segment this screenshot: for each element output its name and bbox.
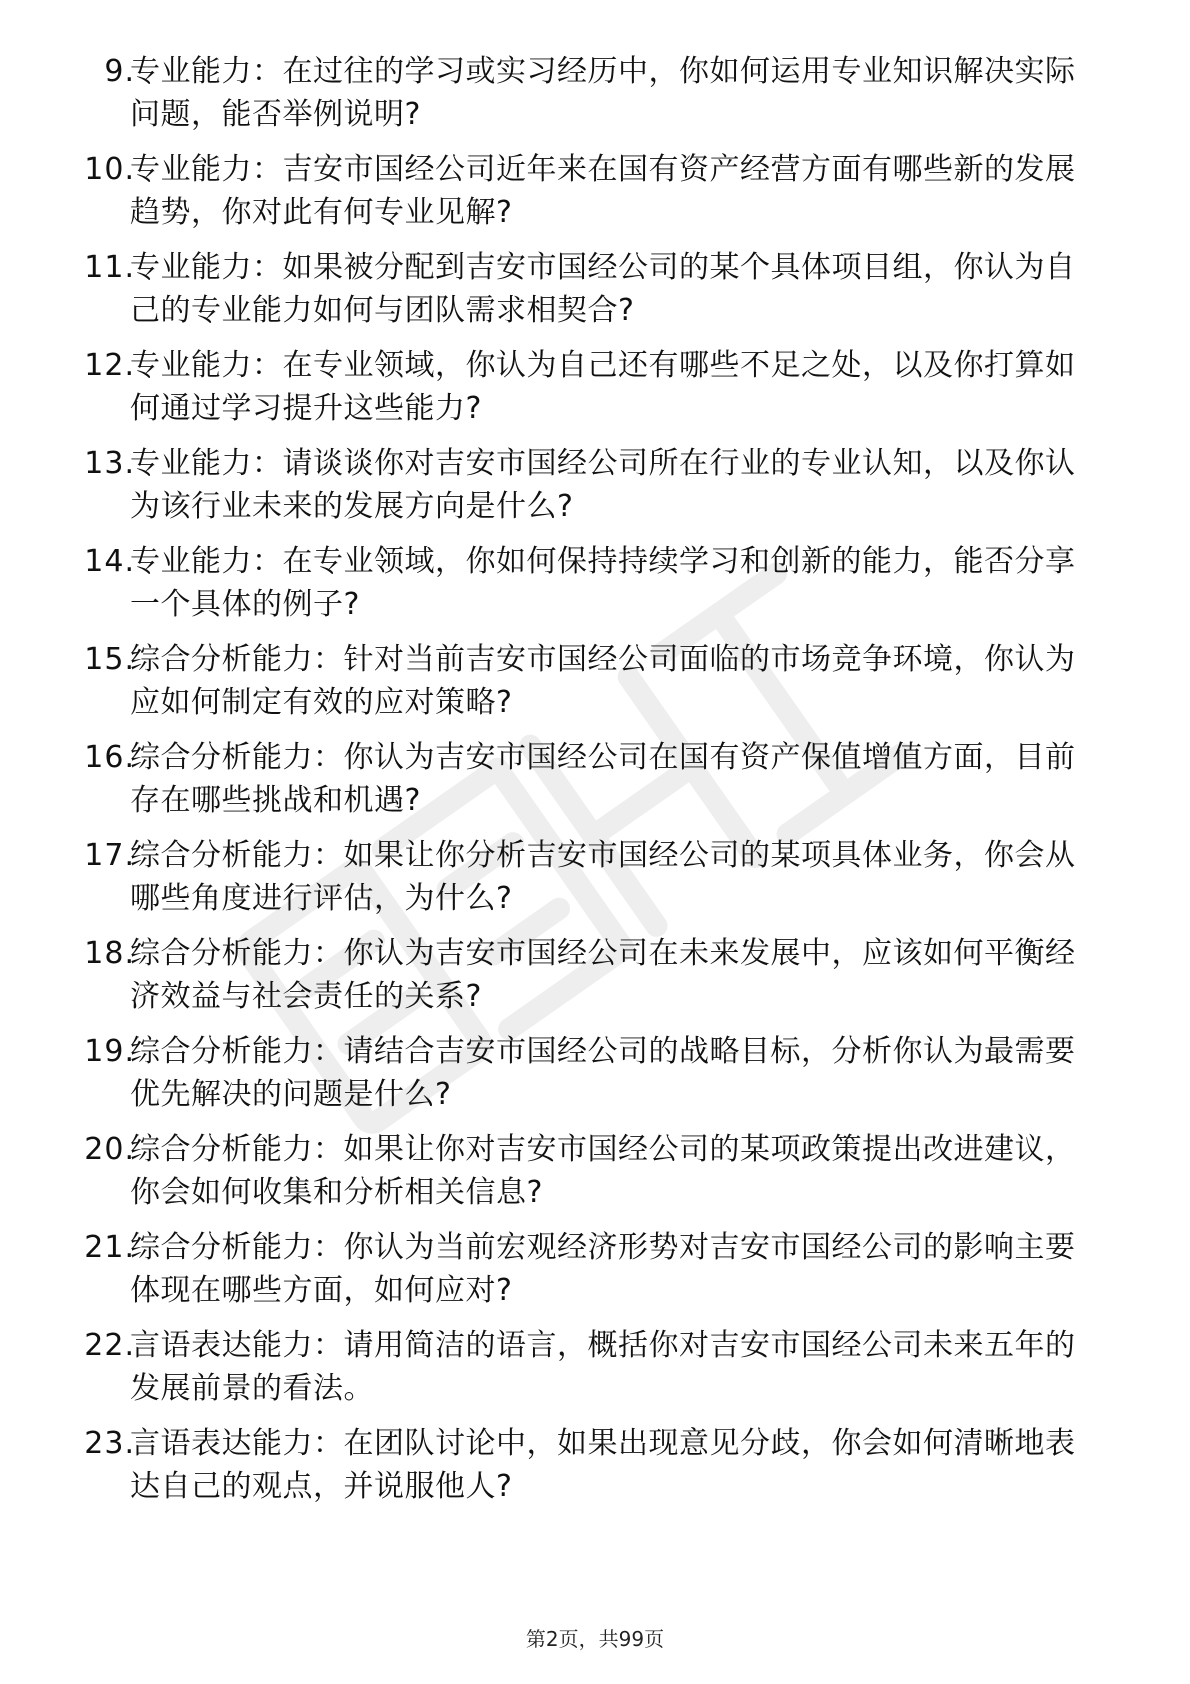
question-number: 20. bbox=[84, 1132, 135, 1167]
question-text: 综合分析能力：你认为吉安市国经公司在未来发展中，应该如何平衡经济效益与社会责任的关系? bbox=[130, 936, 1076, 1014]
list-item bbox=[0, 1128, 1190, 1226]
question-number: 11. bbox=[84, 250, 135, 285]
question-number: 21. bbox=[84, 1230, 135, 1265]
list-item bbox=[0, 344, 1190, 442]
question-text: 综合分析能力：如果让你对吉安市国经公司的某项政策提出改进建议，你会如何收集和分析相关信息? bbox=[130, 1132, 1076, 1210]
question-text: 专业能力：如果被分配到吉安市国经公司的某个具体项目组，你认为自己的专业能力如何与团队需求相契合? bbox=[130, 250, 1076, 328]
list-item bbox=[0, 148, 1190, 246]
question-number: 16. bbox=[84, 740, 135, 775]
list-item bbox=[0, 932, 1190, 1030]
question-text: 专业能力：在过往的学习或实习经历中，你如何运用专业知识解决实际问题，能否举例说明? bbox=[130, 54, 1076, 132]
question-number: 23. bbox=[84, 1426, 135, 1461]
question-number: 18. bbox=[84, 936, 135, 971]
question-text: 言语表达能力：在团队讨论中，如果出现意见分歧，你会如何清晰地表达自己的观点，并说服他人? bbox=[130, 1426, 1076, 1504]
list-item bbox=[0, 1324, 1190, 1422]
question-text: 专业能力：在专业领域，你认为自己还有哪些不足之处，以及你打算如何通过学习提升这些能力? bbox=[130, 348, 1076, 426]
question-text: 综合分析能力：请结合吉安市国经公司的战略目标，分析你认为最需要优先解决的问题是什么? bbox=[130, 1034, 1076, 1112]
question-number: 9. bbox=[104, 54, 135, 89]
question-text: 言语表达能力：请用简洁的语言，概括你对吉安市国经公司未来五年的发展前景的看法。 bbox=[130, 1328, 1076, 1406]
list-item bbox=[0, 638, 1190, 736]
list-item bbox=[0, 442, 1190, 540]
question-text: 专业能力：请谈谈你对吉安市国经公司所在行业的专业认知，以及你认为该行业未来的发展方向是什么? bbox=[130, 446, 1076, 524]
question-list bbox=[0, 50, 1190, 1520]
question-number: 13. bbox=[84, 446, 135, 481]
question-number: 14. bbox=[84, 544, 135, 579]
question-number: 12. bbox=[84, 348, 135, 383]
question-text: 专业能力：吉安市国经公司近年来在国有资产经营方面有哪些新的发展趋势，你对此有何专业见解? bbox=[130, 152, 1076, 230]
page-footer bbox=[0, 1625, 1190, 1653]
question-number: 19. bbox=[84, 1034, 135, 1069]
list-item bbox=[0, 834, 1190, 932]
list-item bbox=[0, 1226, 1190, 1324]
question-number: 22. bbox=[84, 1328, 135, 1363]
list-item bbox=[0, 736, 1190, 834]
list-item bbox=[0, 50, 1190, 148]
question-number: 17. bbox=[84, 838, 135, 873]
question-text: 综合分析能力：你认为当前宏观经济形势对吉安市国经公司的影响主要体现在哪些方面，如何应对? bbox=[130, 1230, 1076, 1308]
question-text: 综合分析能力：针对当前吉安市国经公司面临的市场竞争环境，你认为应如何制定有效的应对策略? bbox=[130, 642, 1076, 720]
question-number: 10. bbox=[84, 152, 135, 187]
list-item bbox=[0, 1030, 1190, 1128]
question-text: 综合分析能力：如果让你分析吉安市国经公司的某项具体业务，你会从哪些角度进行评估，为什么? bbox=[130, 838, 1076, 916]
question-number: 15. bbox=[84, 642, 135, 677]
question-text: 综合分析能力：你认为吉安市国经公司在国有资产保值增值方面，目前存在哪些挑战和机遇? bbox=[130, 740, 1076, 818]
question-text: 专业能力：在专业领域，你如何保持持续学习和创新的能力，能否分享一个具体的例子? bbox=[130, 544, 1076, 622]
list-item bbox=[0, 540, 1190, 638]
list-item bbox=[0, 1422, 1190, 1520]
list-item bbox=[0, 246, 1190, 344]
page-number-label: 第2页，共99页 bbox=[525, 1627, 665, 1651]
